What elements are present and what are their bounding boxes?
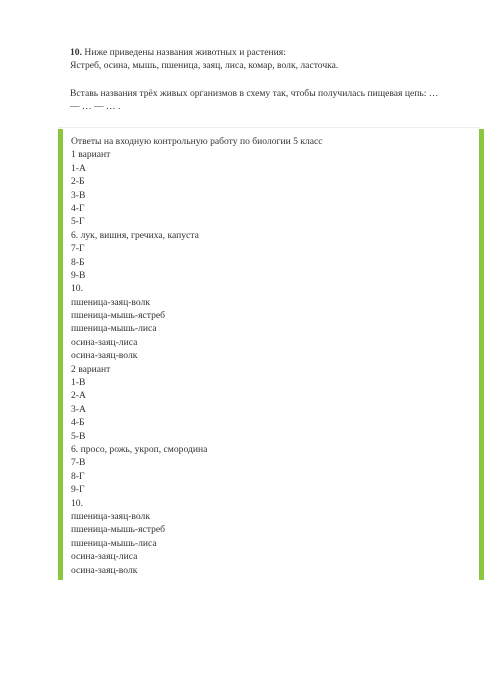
answer-line: 8-Б (71, 256, 85, 268)
answer-line: 7-В (71, 457, 86, 469)
answer-line: пшеница-заяц-волк (71, 296, 151, 308)
question-number: 10. (70, 47, 82, 58)
answer-line: 2-Б (71, 176, 85, 188)
answer-line: 5-В (71, 430, 86, 442)
answer-line: 10. (71, 283, 83, 295)
answer-line: 7-Г (71, 243, 85, 255)
answers-title: Ответы на входную контрольную работу по биологии 5 класс (71, 136, 323, 147)
question-header (70, 46, 470, 59)
answer-line: 4-Г (71, 202, 85, 214)
answers-list (71, 148, 207, 577)
section-divider (58, 127, 480, 128)
answers-block (58, 129, 488, 580)
answer-line: пшеница-мышь-лиса (71, 323, 157, 335)
organism-list: Ястреб, осина, мышь, пшеница, заяц, лиса, комар, волк, ласточка. (70, 60, 339, 72)
answer-line: 9-Г (71, 484, 85, 496)
answer-line: 1-А (71, 162, 86, 174)
question-intro: Ниже приведены названия животных и растения: (84, 47, 286, 58)
question-10 (70, 46, 470, 114)
answer-line: осина-заяц-лиса (71, 336, 138, 348)
answer-line: 4-Б (71, 417, 85, 429)
answer-line: пшеница-заяц-волк (71, 510, 151, 522)
answer-line: 2 вариант (71, 363, 111, 375)
left-accent-bar (58, 129, 63, 580)
answer-line: 1-В (71, 377, 86, 389)
answer-line: осина-заяц-лиса (71, 551, 138, 563)
answer-line: 5-Г (71, 216, 85, 228)
answer-line: 2-А (71, 390, 86, 402)
answer-line: 6. лук, вишня, гречиха, капуста (71, 229, 199, 241)
answer-line: 10. (71, 497, 83, 509)
answer-line: 9-В (71, 269, 86, 281)
right-accent-bar (479, 129, 484, 580)
answer-line: пшеница-мышь-лиса (71, 537, 157, 549)
answer-line: 3-В (71, 189, 86, 201)
answer-line: осина-заяц-волк (71, 350, 138, 362)
answer-line: 6. просо, рожь, укроп, смородина (71, 443, 208, 455)
task-line-2: — … — … . (70, 101, 121, 113)
answer-line: осина-заяц-волк (71, 564, 138, 576)
answer-line: пшеница-мышь-ястреб (71, 524, 166, 536)
answer-line: 3-А (71, 403, 86, 415)
answer-line: 8-Г (71, 470, 85, 482)
answer-line: пшеница-мышь-ястреб (71, 310, 166, 322)
task-line-1: Вставь названия трёх живых организмов в схему так, чтобы получилась пищевая цепь: … (70, 87, 439, 99)
answer-line: 1 вариант (71, 149, 111, 161)
